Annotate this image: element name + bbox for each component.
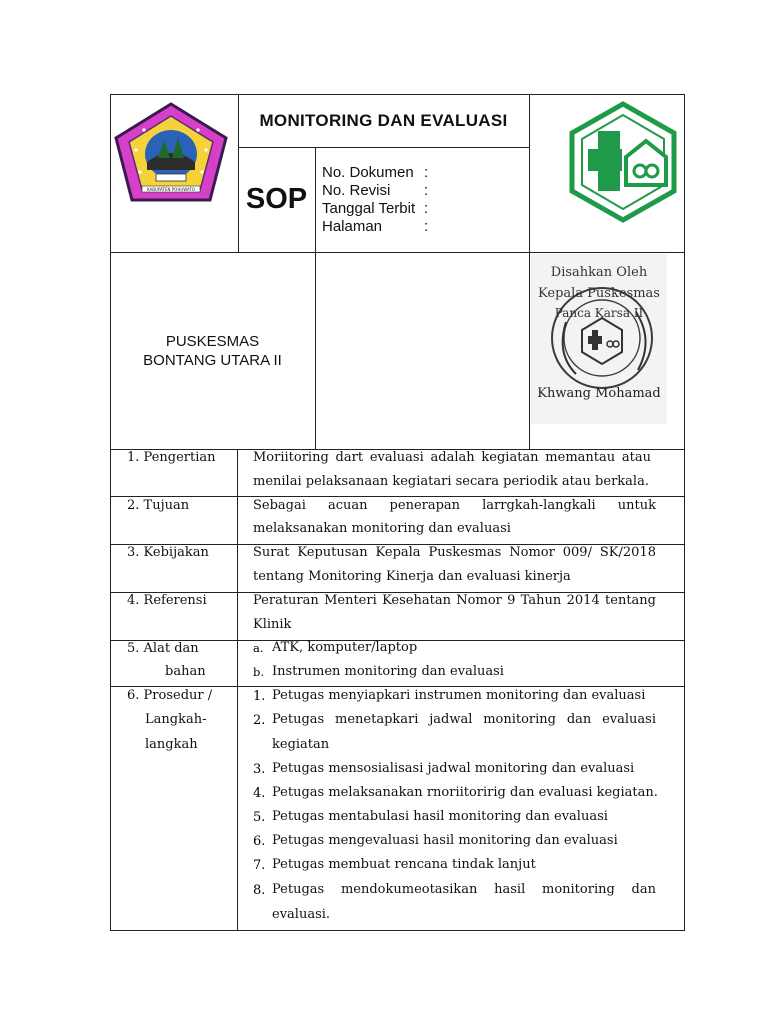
step-text-continued: evaluasi.: [272, 907, 331, 922]
item-marker: b.: [253, 665, 265, 679]
row-label-prosedur-line-3: langkah: [145, 737, 198, 752]
step-marker: 8.: [253, 883, 266, 898]
row-label-prosedur-line-2: Langkah-: [145, 712, 207, 727]
meta-halaman: [322, 218, 382, 237]
approver-name: Khwang Mohamad: [537, 386, 661, 401]
step-marker: 3.: [253, 762, 266, 777]
document-title: MONITORING DAN EVALUASI: [259, 111, 508, 130]
label-column-divider: [237, 449, 238, 931]
meta-no-revisi: [322, 182, 390, 201]
meta-sep: :: [424, 218, 429, 235]
approval-line-1: Disahkan Oleh: [550, 265, 648, 280]
header-divider: [110, 252, 685, 253]
step-text: Petugas melaksanakan rnoriitoririg dan evaluasi kegiatan.: [272, 785, 658, 800]
header-col-divider-2: [529, 94, 530, 252]
organization-line-1: PUSKESMAS: [165, 333, 260, 350]
regency-logo: [112, 100, 230, 206]
step-marker: 6.: [253, 834, 266, 849]
approval-line-3: Panca Karsa II: [554, 306, 644, 320]
meta-label: Halaman: [322, 218, 383, 235]
row-text-pengertian-line-2: menilai pelaksanaan kegiatari secara periodik atau berkala.: [253, 474, 649, 489]
meta-label: No. Revisi: [322, 182, 391, 199]
step-marker: 2.: [253, 713, 266, 728]
meta-sep: :: [424, 182, 429, 199]
row-label-pengertian: 1. Pengertian: [127, 450, 216, 465]
title-divider: [238, 147, 529, 148]
meta-no-dokumen: [322, 164, 414, 183]
step-text-continued: kegiatan: [272, 737, 330, 752]
step-marker: 7.: [253, 858, 266, 873]
step-text: Petugas mensosialisasi jadwal monitoring dan evaluasi: [272, 761, 635, 776]
lower-header-divider-1: [315, 252, 316, 450]
meta-tanggal-terbit: [322, 200, 415, 219]
step-marker: 4.: [253, 786, 266, 801]
organization-name: [110, 332, 315, 370]
meta-sep: :: [424, 200, 429, 217]
item-text: ATK, komputer/laptop: [272, 640, 418, 655]
row-text-referensi-line-2: Klinik: [253, 617, 292, 632]
row-label-alat-line-2: bahan: [165, 664, 206, 679]
svg-text:KABUPATEN POHUWATO: KABUPATEN POHUWATO: [146, 187, 196, 192]
row-text-kebijakan-line-1: Surat Keputusan Kepala Puskesmas Nomor 009/ SK/2018: [253, 545, 656, 560]
row-label-kebijakan: 3. Kebijakan: [127, 545, 209, 560]
step-marker: 1.: [253, 689, 266, 704]
row-text-tujuan-line-1: Sebagai acuan penerapan larrgkah-langkali untuk: [253, 498, 656, 513]
sop-label: SOP: [245, 183, 308, 215]
row-label-alat-line-1: 5. Alat dan: [127, 641, 199, 656]
row-text-kebijakan-line-2: tentang Monitoring Kinerja dan evaluasi kinerja: [253, 569, 571, 584]
row-label-referensi: 4. Referensi: [127, 593, 207, 608]
row-text-tujuan-line-2: melaksanakan monitoring dan evaluasi: [253, 521, 511, 536]
sop-divider: [315, 147, 316, 252]
step-text: Petugas mengevaluasi hasil monitoring dan evaluasi: [272, 833, 618, 848]
step-marker: 5.: [253, 810, 266, 825]
row-text-referensi-line-1: Peraturan Menteri Kesehatan Nomor 9 Tahun 2014 tentang: [253, 593, 656, 608]
item-text: Instrumen monitoring dan evaluasi: [272, 664, 504, 679]
lower-header-divider-2: [529, 252, 530, 450]
meta-label: Tanggal Terbit: [322, 200, 416, 217]
meta-sep: :: [424, 164, 429, 181]
organization-line-2: BONTANG UTARA II: [143, 352, 282, 369]
step-text: Petugas membuat rencana tindak lanjut: [272, 857, 536, 872]
step-text: Petugas mendokumeotasikan hasil monitoring dan: [272, 882, 656, 897]
step-text: Petugas mentabulasi hasil monitoring dan evaluasi: [272, 809, 608, 824]
item-marker: a.: [253, 641, 264, 655]
approval-line-2: Kepala Puskesmas: [538, 286, 660, 301]
step-text: Petugas menetapkari jadwal monitoring dan evaluasi: [272, 712, 656, 727]
meta-label: No. Dokumen: [322, 164, 414, 181]
row-text-pengertian-line-1: Moriitoring dart evaluasi adalah kegiatan memantau atau: [253, 450, 651, 465]
row-label-prosedur-line-1: 6. Prosedur /: [127, 688, 213, 703]
row-label-tujuan: 2. Tujuan: [127, 498, 190, 513]
step-text: Petugas menyiapkari instrumen monitoring dan evaluasi: [272, 688, 646, 703]
health-cross-logo: [568, 101, 678, 223]
